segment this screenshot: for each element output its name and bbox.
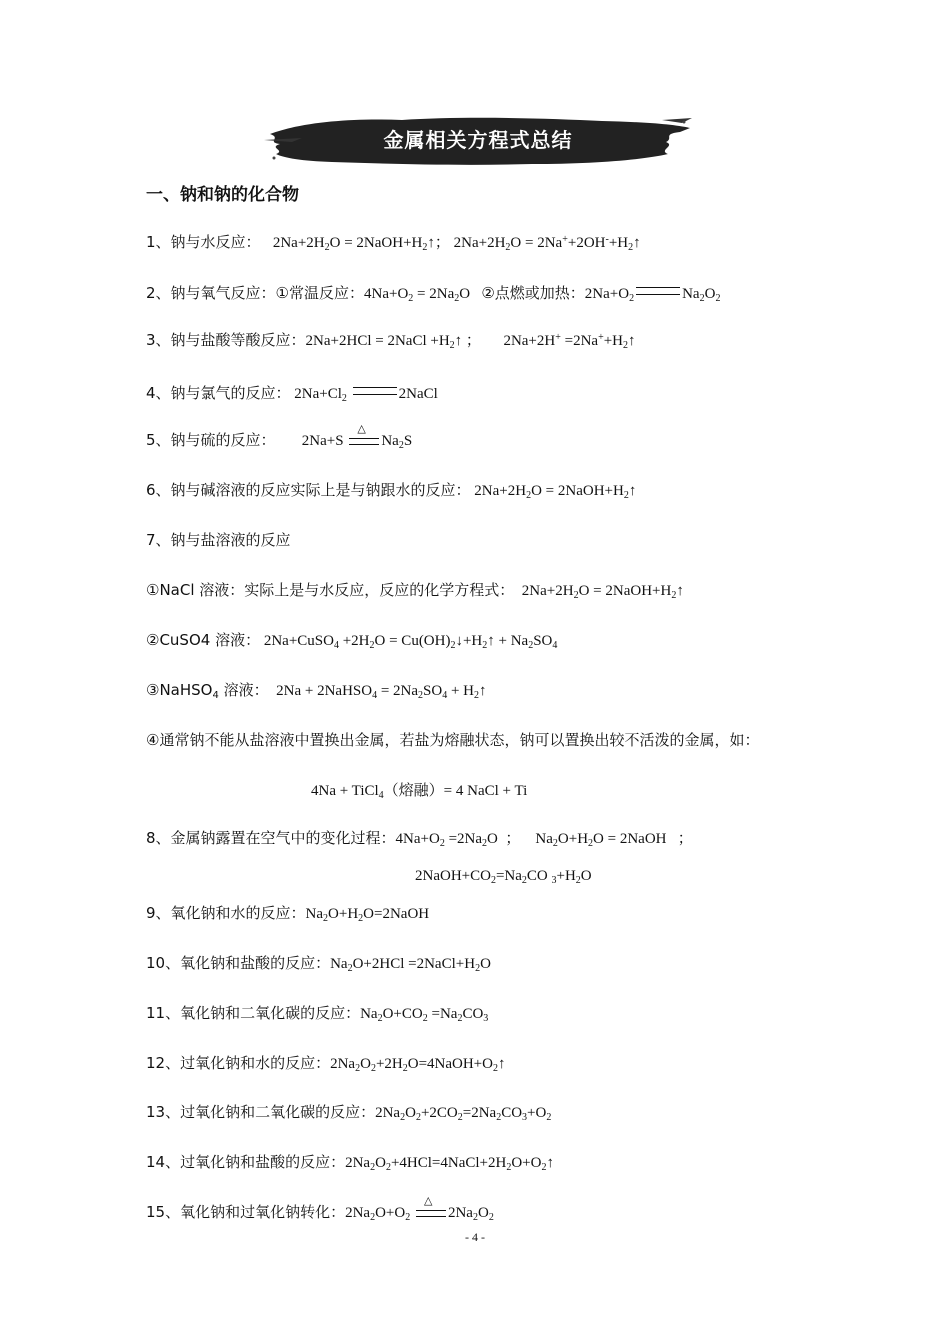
equation-line-7d: [146, 730, 759, 750]
equation: $Na_2O+2HCl$ $=2NaCl+H_2O$: [330, 956, 491, 974]
item-label: 6、钠与碱溶液的反应实际上是与钠跟水的反应：: [146, 481, 471, 499]
equation: $2Na_2O_2+2CO_2=2Na_2CO_3+O_2$: [375, 1105, 552, 1123]
item-label: 10、氧化钠和盐酸的反应：: [146, 954, 331, 972]
equation: 4Na + TiCl$_4$: [311, 783, 384, 801]
equation: = 4 NaCl + Ti: [443, 783, 528, 799]
equation-line-7d-formula: [311, 780, 527, 801]
equation: 2Na+CuSO$_4$ $+2H_2O$ = $Cu(OH)_2↓+H_2↑ + Na_2SO_4$: [260, 633, 558, 651]
item-label: 11、氧化钠和二氧化碳的反应：: [146, 1004, 361, 1022]
equation-line-15: [146, 1194, 494, 1223]
page-number: - 4 -: [465, 1230, 485, 1244]
equation-line-3: [146, 330, 636, 351]
equation-line-7: [146, 530, 291, 550]
item-label: ③NaHSO: [146, 681, 213, 699]
reaction-equals-sign: [353, 387, 397, 395]
item-label: 2、钠与氧气反应：①常温反应：: [146, 284, 364, 302]
equation-line-7a: [146, 580, 684, 601]
equation: $2Na_2O_2+2H_2O=4NaOH+O_2↑$: [330, 1056, 506, 1074]
heat-triangle-icon: △: [423, 1194, 433, 1207]
equation: $2Na+Cl_2$ 2NaCl: [290, 386, 438, 404]
item-label: 12、过氧化钠和水的反应：: [146, 1054, 331, 1072]
item-label-subscript: 4: [212, 690, 219, 701]
equation: $2Na+O_2$ $Na_2O_2$: [584, 286, 721, 304]
item-sublabel: ②点燃或加热：: [481, 284, 585, 302]
item-label-rest: 溶液：: [218, 681, 269, 699]
equation: 2Na + 2NaHSO$_4$ = $2Na_2SO_4$ + $H_2↑$: [268, 683, 487, 701]
item-label: 5、钠与硫的反应：: [146, 431, 276, 449]
item-label: 7、钠与盐溶液的反应: [146, 531, 291, 549]
equation-line-6: [146, 480, 636, 501]
item-label: 13、过氧化钠和二氧化碳的反应：: [146, 1103, 376, 1121]
equation-line-12: [146, 1053, 505, 1074]
condition-label: （熔融）: [383, 781, 444, 799]
separator: ；: [677, 829, 693, 847]
item-label: 3、钠与盐酸等酸反应：: [146, 331, 306, 349]
item-label: ④通常钠不能从盐溶液中置换出金属，若盐为熔融状态，钠可以置换出较不活泼的金属，如：: [146, 731, 760, 749]
page-title: 金属相关方程式总结: [383, 128, 573, 152]
equation: 2Na+S △ $Na_2S$: [275, 422, 413, 451]
item-label: ②CuSO4 溶液：: [146, 631, 261, 649]
equation-line-7c: [146, 680, 487, 701]
equation: $Na_2O+H_2O$ = 2NaOH: [520, 831, 678, 849]
equation-line-4: [146, 383, 438, 404]
equation: $4Na+O_2 =2Na_2O$: [395, 831, 506, 849]
equation-line-10: [146, 953, 491, 974]
equation-line-1: [146, 232, 641, 253]
equation-line-8-cont: [415, 865, 592, 886]
item-label: 1、钠与水反应：: [146, 233, 261, 251]
equation: $2Na_2O_2+4HCl=4NaCl+2H_2O+O_2↑$: [345, 1155, 554, 1173]
equation: $2Na+2H^+ =2Na^++H_2↑$: [480, 332, 636, 351]
item-label: 8、金属钠露置在空气中的变化过程：: [146, 829, 396, 847]
equation: $2Na+2H_2O$ = $2NaOH+H_2↑$: [470, 483, 637, 501]
equation-line-11: [146, 1003, 488, 1024]
equation: $2Na+2H_2O$ = $2NaOH+H_2↑$； $2Na+2H_2O$ = $2Na^++2OH^-+H_2↑$: [265, 234, 641, 253]
equation: $2NaOH+CO_2=Na_2CO$ $_3+H_2O$: [415, 868, 592, 886]
item-label: 15、氧化钠和过氧化钠转化：: [146, 1203, 346, 1221]
heat-triangle-icon: △: [357, 422, 366, 435]
equation: $Na_2O+H_2O=2NaOH$: [305, 906, 430, 924]
separator: ；: [505, 829, 521, 847]
heat-equals-sign: [416, 1194, 446, 1218]
item-label: ①NaCl 溶液：实际上是与水反应，反应的化学方程式：: [146, 581, 515, 599]
equation: $2Na_2O+O_2$ △ $2Na_2O_2$: [345, 1194, 494, 1223]
equation-line-14: [146, 1152, 554, 1173]
separator: ；: [465, 331, 481, 349]
item-label: 4、钠与氯气的反应：: [146, 384, 291, 402]
title-banner: [262, 112, 694, 170]
equation-line-5: [146, 422, 413, 451]
item-label: 14、过氧化钠和盐酸的反应：: [146, 1153, 346, 1171]
equation-line-8: [146, 828, 693, 849]
equation: 2Na+2HCl = 2NaCl $+H_2↑$: [305, 333, 466, 351]
equation: $Na_2O+CO_2 =Na_2CO_3$: [360, 1006, 489, 1024]
equation: $2Na+2H_2O$ = $2NaOH+H_2↑$: [514, 583, 684, 601]
heat-equals-sign: [349, 422, 379, 446]
section-heading: 一、钠和钠的化合物: [146, 185, 299, 205]
equation-line-7b: [146, 630, 557, 651]
item-label: 9、氧化钠和水的反应：: [146, 904, 306, 922]
equation-line-13: [146, 1102, 551, 1123]
reaction-equals-sign: [636, 287, 680, 295]
equation-line-9: [146, 903, 429, 924]
equation: $4Na+O_2 = 2Na_2O$: [364, 286, 482, 304]
equation-line-2: [146, 283, 720, 304]
